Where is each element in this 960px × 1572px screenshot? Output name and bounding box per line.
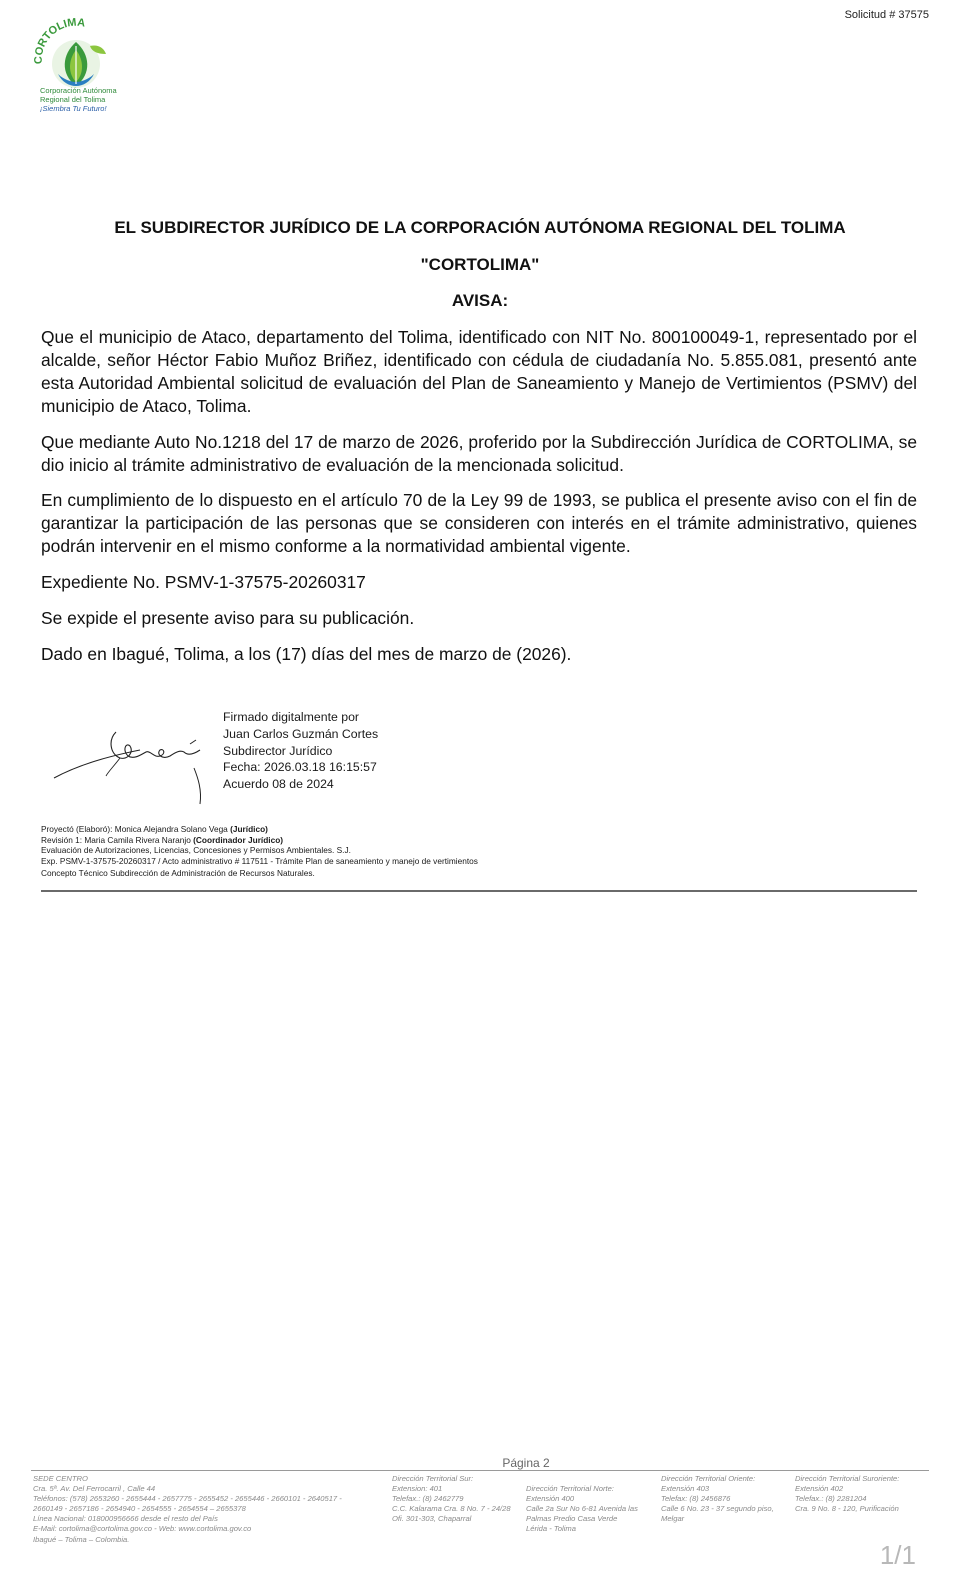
credits-line-5: Concepto Técnico Subdirección de Administración de Recursos Naturales. [41,868,315,879]
footer-oriente-line: Melgar [661,1514,685,1524]
signature-name: Juan Carlos Guzmán Cortes [223,726,379,741]
footer-sur-line: Extension: 401 [392,1484,443,1494]
footer-oriente-line: Calle 6 No. 23 - 37 segundo piso, [661,1504,774,1514]
page-count: 1/1 [879,1540,916,1570]
footer-sur-line: C.C. Kalarama Cra. 8 No. 7 - 24/28 [392,1504,511,1514]
page-label: Página 2 [502,1456,550,1470]
footer-norte-line: Lérida - Tolima [526,1524,576,1534]
footer-oriente-line: Dirección Territorial Oriente: [661,1474,756,1483]
title-line-2: "CORTOLIMA" [420,255,540,274]
credits-revision [41,835,478,846]
footer-suroriente-line: Telefax.: (8) 2281204 [795,1494,867,1504]
footer-norte-line: Palmas Predio Casa Verde [526,1514,618,1524]
logo-line-2: Regional del Tolima [40,95,106,104]
footer-sede-line: Cra. 5ª. Av. Del Ferrocarril , Calle 44 [33,1484,156,1494]
body-paragraph-2: Que mediante Auto No.1218 del 17 de marzo de 2026, proferido por la Subdirección Jurídica de CORTOLIMA, se dio inicio al trámite administrativo de evaluación de la mencionada solicitud. [41,432,917,475]
footer-oriente-line: Telefax: (8) 2456876 [661,1494,731,1504]
credits-line-3: Evaluación de Autorizaciones, Licencias, Concesiones y Permisos Ambientales. S.J. [41,845,351,856]
title-avisa: AVISA: [451,291,509,310]
footer-sede-line: 2660149 - 2657186 - 2654940 - 2654555 - 2654554 – 2655378 [33,1504,246,1514]
body-paragraph-5: Se expide el presente aviso para su publicación. [41,608,415,628]
logo-arc-text: CORTOLIMA [32,16,86,65]
footer-divider [31,1470,929,1471]
digital-signature-block [223,709,378,793]
date-line: Dado en Ibagué, Tolima, a los (17) días del mes de marzo de (2026). [41,644,572,664]
footer-suroriente-line: Cra. 9 No. 8 - 120, Purificación [795,1504,899,1514]
footer-norte-line: Extensión 400 [526,1494,575,1504]
body-paragraph-3: En cumplimiento de lo dispuesto en el artículo 70 de la Ley 99 de 1993, se publica el presente aviso con el fin de garantizar la participación de las personas que se consideren con interés en el trámite administrativo, quienes podrán intervenir en el mismo conforme a la normatividad ambiental vigente. [41,490,917,556]
footer-suroriente-line: Dirección Territorial Suroriente: [795,1474,900,1483]
cortolima-logo [32,16,122,116]
logo-slogan: ¡Siembra Tu Futuro! [40,104,107,113]
title-line-1: EL SUBDIRECTOR JURÍDICO DE LA CORPORACIÓN AUTÓNOMA REGIONAL DEL TOLIMA [114,218,846,237]
footer-sede-line: SEDE CENTRO [33,1474,88,1483]
credits-proyecto-role: (Jurídico) [230,824,268,834]
footer-sur-line: Ofi. 301-303, Chaparral [392,1514,472,1524]
footer-sede-line: E-Mail: cortolima@cortolima.gov.co - Web: www.cortolima.gov.co [33,1524,252,1534]
footer-sede-line: Ibagué – Tolima – Colombia. [33,1534,130,1544]
footer-suroriente-line: Extensión 402 [795,1484,844,1494]
credits-revision-text: Revisión 1: Maria Camila Rivera Naranjo [41,834,194,845]
credits-revision-role: (Coordinador Jurídico) [193,834,284,845]
signature-role: Subdirector Jurídico [223,743,333,758]
signature-line-1: Firmado digitalmente por [223,710,360,724]
credits-proyecto [41,824,478,835]
logo-leaf-icon [32,16,122,96]
divider [41,890,917,892]
footer-territorial-norte [526,1484,638,1534]
footer-oriente-line: Extensión 403 [661,1484,710,1494]
footer-territorial-suroriente [795,1474,899,1514]
credits-proyecto-text: Proyectó (Elaboró): Monica Alejandra Solano Vega [41,824,231,834]
credits-block [41,824,478,879]
footer-sede-line: Línea Nacional: 018000956666 desde el resto del País [33,1514,218,1524]
footer-sede-line: Teléfonos: (578) 2653260 - 2655444 - 2657775 - 2655452 - 2655446 - 2660101 - 2640517 - [33,1494,342,1504]
footer-norte-line: Calle 2a Sur No 6-81 Avenida las [526,1504,638,1514]
credits-line-4: Exp. PSMV-1-37575-20260317 / Acto administrativo # 117511 - Trámite Plan de saneamiento y manejo de vertimientos [41,855,478,866]
signature-date: Fecha: 2026.03.18 16:15:57 [223,760,377,775]
footer-territorial-sur [392,1474,511,1524]
footer-norte-line: Dirección Territorial Norte: [526,1484,614,1493]
solicitud-number: Solicitud # 37575 [844,9,929,21]
signature-agreement: Acuerdo 08 de 2024 [223,777,334,792]
footer-sur-line: Dirección Territorial Sur: [392,1474,474,1483]
handwritten-signature [50,720,220,810]
footer-territorial-oriente [661,1474,774,1524]
body-paragraph-1: Que el municipio de Ataco, departamento del Tolima, identificado con NIT No. 800100049-1, representado por el alcalde, señor Héctor Fabio Muñoz Briñez, identificado con cédula de ciudadanía No. 5.855.081, presentó ante esta Autoridad Ambiental solicitud de evaluación del Plan de Saneamiento y Manejo de Vertimientos (PSMV) del municipio de Ataco, Tolima. [41,327,917,416]
footer-sede-centro [33,1474,342,1545]
expediente-line: Expediente No. PSMV-1-37575-20260317 [41,572,366,592]
logo-line-1: Corporación Autónoma [40,86,117,95]
footer-sur-line: Telefax.: (8) 2462779 [392,1494,464,1504]
